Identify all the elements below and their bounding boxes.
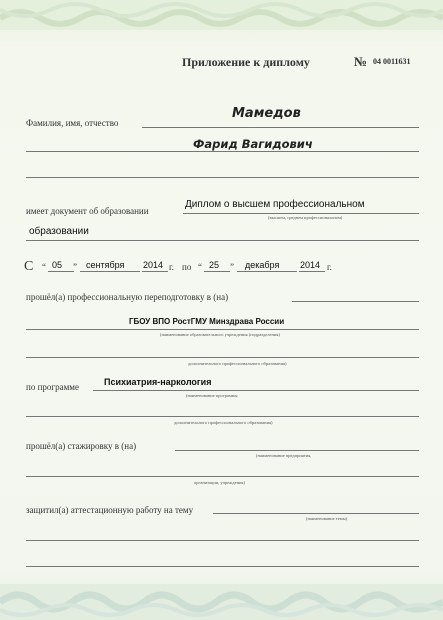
institution-name: ГБОУ ВПО РостГМУ Минздрава России bbox=[129, 317, 285, 326]
program-label: по программе bbox=[26, 382, 79, 392]
period-prefix: С bbox=[24, 259, 34, 274]
thesis-line-3 bbox=[26, 566, 419, 567]
retraining-line-1 bbox=[292, 301, 419, 302]
program-hint: (наименование программы bbox=[186, 393, 238, 398]
person-label: Фамилия, имя, отчество bbox=[26, 118, 119, 128]
internship-org-hint: организации, учреждения) bbox=[194, 480, 245, 485]
program-dop-hint: дополнительного профессионального образования) bbox=[174, 420, 273, 425]
quote-close-2: ” bbox=[230, 262, 234, 272]
program-line-2 bbox=[26, 416, 419, 417]
internship-label: прошёл(а) стажировку в (на) bbox=[26, 441, 137, 451]
internship-line-2 bbox=[26, 476, 419, 477]
end-day: 25 bbox=[209, 260, 220, 270]
retraining-line-3 bbox=[26, 357, 419, 358]
surname: Мамедов bbox=[232, 106, 301, 121]
education-value-1: Диплом о высшем профессиональном bbox=[185, 199, 365, 210]
start-month-line bbox=[80, 271, 140, 272]
period-to: по bbox=[182, 262, 192, 272]
end-year: 2014 bbox=[300, 260, 321, 270]
education-value-2: образовании bbox=[29, 226, 89, 237]
year-suffix-end: г. bbox=[327, 262, 332, 272]
end-month: декабря bbox=[245, 260, 280, 270]
retraining-line-2 bbox=[26, 329, 419, 330]
start-year: 2014 bbox=[143, 260, 164, 270]
thesis-hint: (наименование темы) bbox=[306, 516, 348, 521]
thesis-label: защитил(а) аттестационную работу на тему bbox=[26, 505, 194, 515]
quote-open-2: “ bbox=[198, 262, 202, 272]
end-year-line bbox=[299, 271, 325, 272]
education-hint: (высшем, среднем профессиональном) bbox=[268, 215, 343, 220]
start-day: 05 bbox=[52, 260, 63, 270]
decorative-top-band bbox=[0, 0, 443, 30]
retraining-dop-hint: дополнительного профессионального образования) bbox=[188, 361, 287, 366]
quote-open-1: “ bbox=[42, 262, 46, 272]
start-day-line bbox=[48, 271, 74, 272]
year-suffix-start: г. bbox=[169, 262, 174, 272]
person-extra-line bbox=[26, 177, 419, 178]
end-month-line bbox=[237, 271, 297, 272]
thesis-line-2 bbox=[26, 540, 419, 541]
document-number: 04 0011631 bbox=[373, 57, 411, 66]
thesis-line-1 bbox=[213, 513, 419, 514]
decorative-bottom-band bbox=[0, 584, 443, 620]
document-title: Приложение к диплому bbox=[182, 55, 310, 69]
internship-line-1 bbox=[175, 450, 419, 451]
program-line bbox=[93, 390, 419, 391]
program-name: Психиатрия-наркология bbox=[104, 377, 212, 387]
quote-close-1: ” bbox=[73, 262, 77, 272]
start-year-line bbox=[142, 271, 168, 272]
given-names: Фарид Вагидович bbox=[193, 137, 313, 151]
internship-hint: (наименование предприятия, bbox=[256, 453, 312, 458]
start-month: сентября bbox=[86, 260, 125, 270]
education-label: имеет документ об образовании bbox=[26, 206, 149, 216]
education-line-2 bbox=[26, 240, 419, 241]
number-sign: № bbox=[354, 54, 368, 69]
retraining-label: прошёл(а) профессиональную переподготовку в (на) bbox=[26, 292, 229, 302]
end-day-line bbox=[204, 271, 230, 272]
education-line-1 bbox=[183, 213, 419, 214]
surname-line bbox=[142, 127, 419, 128]
institution-hint: (наименование образовательного учреждения (подразделения) bbox=[160, 332, 280, 337]
given-names-line bbox=[26, 151, 419, 152]
